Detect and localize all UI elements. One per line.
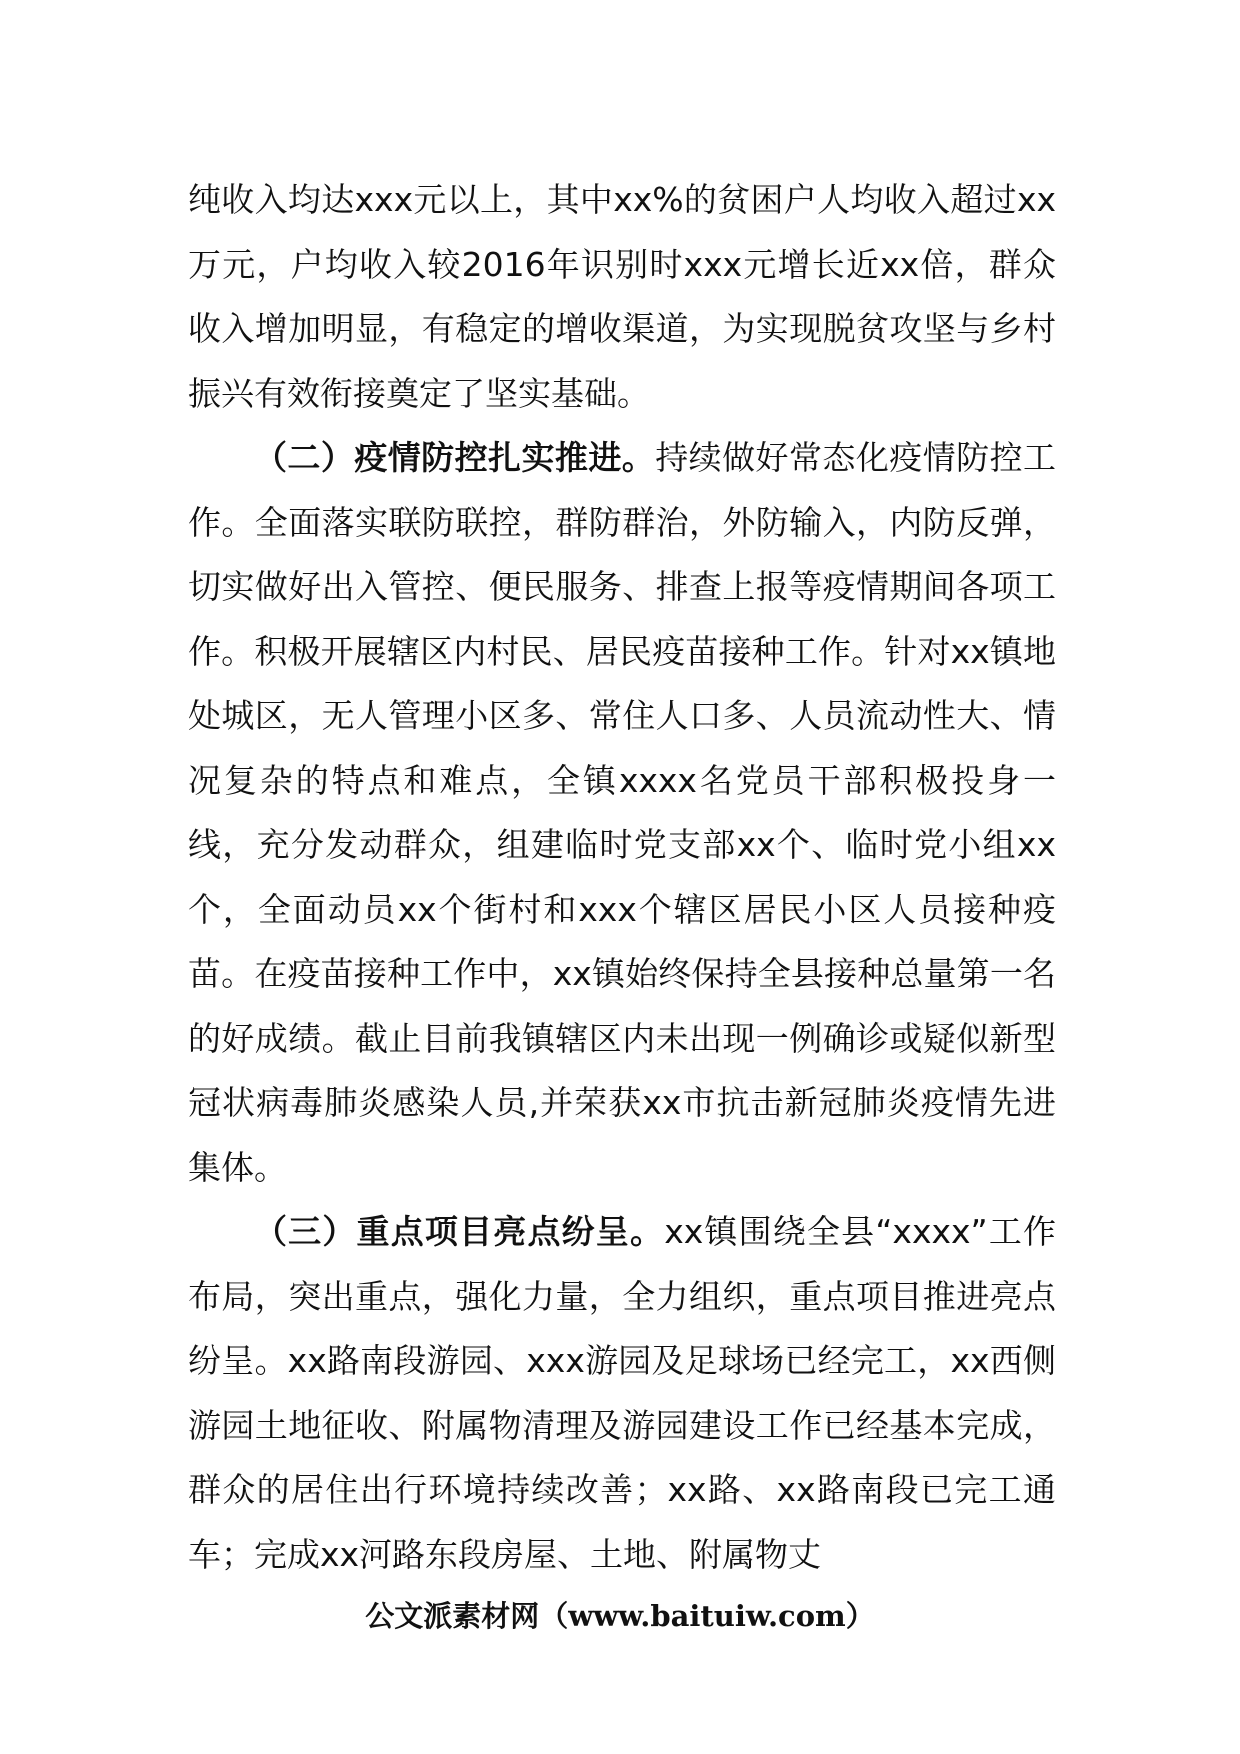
paragraph-text: xx镇围绕全县“xxxx”工作布局，突出重点，强化力量，全力组织，重点项目推进亮点纷呈。xx路南段游园、xxx游园及足球场已经完工，xx西侧游园土地征收、附属物清理及游园建设工作已经基本完成，群众的居住出行环境持续改善；xx路、xx路南段已完工通车；完成xx河路东段房屋、土地、附属物丈 [188,1212,1057,1574]
paragraph-text: 持续做好常态化疫情防控工作。全面落实联防联控，群防群治，外防输入，内防反弹，切实做好出入管控、便民服务、排查上报等疫情期间各项工作。积极开展辖区内村民、居民疫苗接种工作。针对xx镇地处城区，无人管理小区多、常住人口多、人员流动性大、情况复杂的特点和难点，全镇xxxx名党员干部积极投身一线，充分发动群众，组建临时党支部xx个、临时党小组xx个，全面动员xx个街村和xxx个辖区居民小区人员接种疫苗。在疫苗接种工作中，xx镇始终保持全县接种总量第一名的好成绩。截止目前我镇辖区内未出现一例确诊或疑似新型冠状病毒肺炎感染人员,并荣获xx市抗击新冠肺炎疫情先进集体。 [188,438,1057,1187]
paragraph-key-projects [188,1200,1056,1587]
footer-watermark: 公文派素材网（www.baituiw.com） [365,1599,875,1633]
paragraph-continued [188,168,1056,426]
document-body [188,168,1056,1587]
paragraph-text: 纯收入均达xxx元以上，其中xx%的贫困户人均收入超过xx万元，户均收入较2016年识别时xxx元增长近xx倍，群众收入增加明显，有稳定的增收渠道，为实现脱贫攻坚与乡村振兴有效衔接奠定了坚实基础。 [188,180,1056,413]
paragraph-epidemic-control [188,426,1056,1200]
section-heading-projects: （三）重点项目亮点纷呈。 [254,1212,665,1251]
section-heading-epidemic: （二）疫情防控扎实推进。 [254,438,656,477]
